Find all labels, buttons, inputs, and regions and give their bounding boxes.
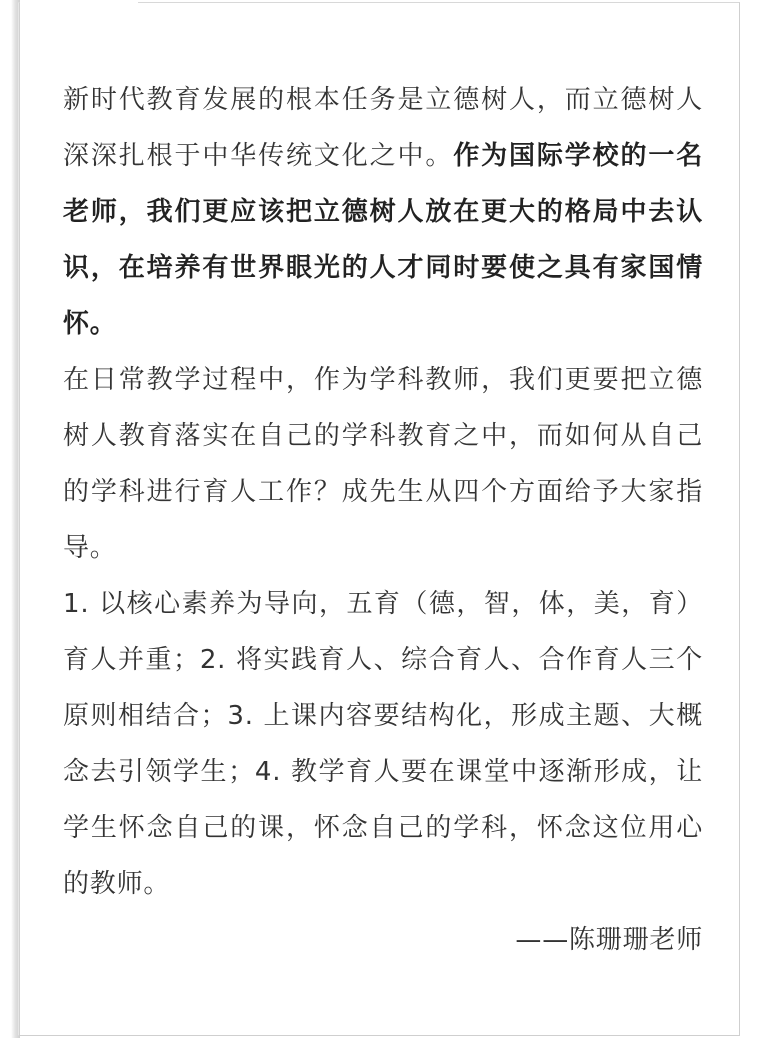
paragraph-1-bold-text: 作为国际学校的一名老师，我们更应该把立德树人放在更大的格局中去认识，在培养有世界眼光的人才同时要使之具有家国情怀。	[63, 141, 703, 339]
signature: ——陈珊珊老师	[515, 925, 703, 955]
frame-top-gap	[20, 0, 138, 4]
paragraph-1-text: 新时代教育发展的根本任务是立德树人，而立德树人深深扎根于中华传统文化之中。	[63, 85, 703, 171]
paragraph-1	[63, 72, 703, 352]
article-body	[63, 72, 703, 968]
paragraph-3: 1. 以核心素养为导向，五育（德，智，体，美，育）育人并重；2. 将实践育人、综合育人、合作育人三个原则相结合；3. 上课内容要结构化，形成主题、大概念去引领学生；4. 教学育人要在课堂中逐渐形成，让学生怀念自己的课，怀念自己的学科，怀念这位用心的教师。	[63, 589, 703, 899]
paragraph-2: 在日常教学过程中，作为学科教师，我们更要把立德树人教育落实在自己的学科教育之中，而如何从自己的学科进行育人工作？成先生从四个方面给予大家指导。	[63, 365, 703, 563]
